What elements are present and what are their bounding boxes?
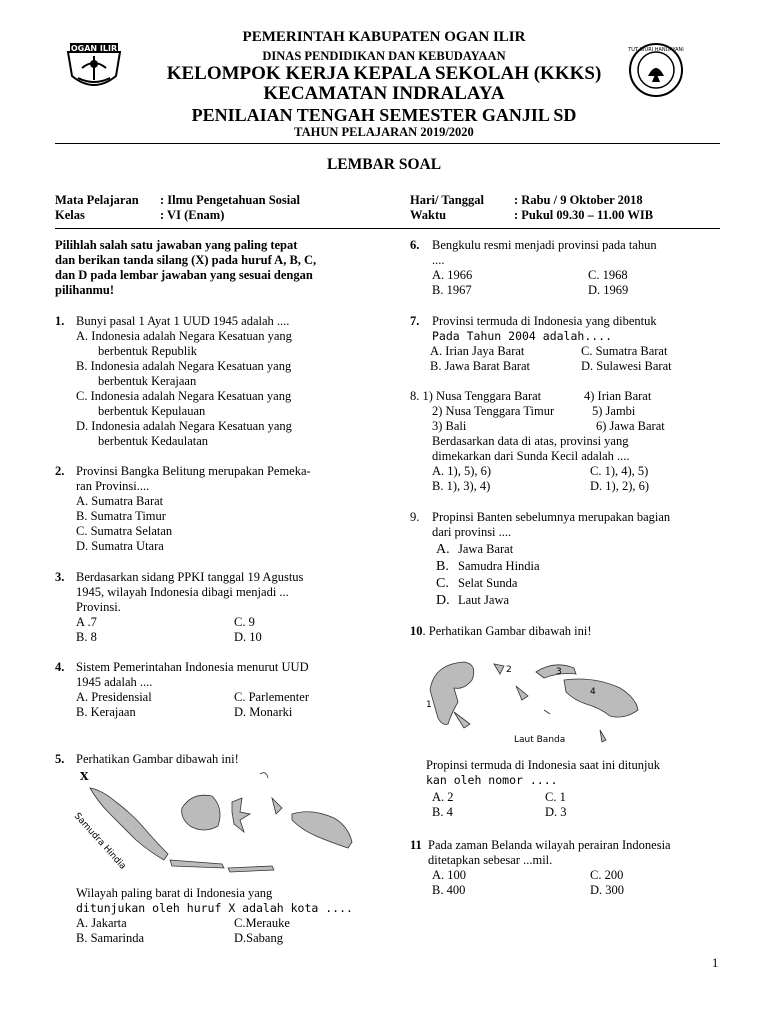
question-7: Provinsi termuda di Indonesia yang dibentuk Pada Tahun 2004 adalah.... [432,314,657,343]
q10-option-d: D. 3 [545,805,567,819]
q8-question: Berdasarkan data di atas, provinsi yang dimekarkan dari Sunda Kecil adalah .... [432,434,630,463]
q3-number: 3. [55,570,65,584]
q10-question: Propinsi termuda di Indonesia saat ini ditunjuk kan oleh nomor .... [426,758,660,787]
q8-item-2: 2) Nusa Tenggara Timur [432,404,555,418]
q10-option-c: C. 1 [545,790,566,804]
q4-option-a: A. Presidensial [76,690,152,704]
q5-text: Perhatikan Gambar dibawah ini! [76,752,239,766]
q3-option-d: D. 10 [234,630,262,644]
q7-option-a: A. Irian Jaya Barat [430,344,525,358]
q5-question: Wilayah paling barat di Indonesia yang ditunjukan oleh huruf X adalah kota .... [76,886,353,915]
svg-text:2: 2 [506,665,512,675]
q8-item-6: 6) Jawa Barat [596,419,665,433]
page-title: LEMBAR SOAL [326,156,442,173]
q8-option-a: A. 1), 5), 6) [432,464,492,478]
q6-option-a: A. 1966 [432,268,473,282]
q8-option-c: C. 1), 4), 5) [590,464,649,478]
q11-option-d: D. 300 [590,883,625,897]
q8-item-5: 5) Jambi [592,404,636,418]
svg-text:OGAN ILIR: OGAN ILIR [70,44,118,53]
q11-option-b: B. 400 [432,883,466,897]
question-6: Bengkulu resmi menjadi provinsi pada tahun .... [432,238,657,267]
q6-option-b: B. 1967 [432,283,472,297]
q8-option-d: D. 1), 2), 6) [590,479,650,493]
instructions: Pilihlah salah satu jawaban yang paling tepat dan berikan tanda silang (X) pada huruf A, B, C, dan D pada lembar jawaban yang sesuai dengan pilihanmu! [55,238,317,297]
q3-option-b: B. 8 [76,630,97,644]
mapel-value: : Ilmu Pengetahuan Sosial [160,193,300,207]
hari-label: Hari/ Tanggal [410,193,484,207]
header-divider [55,143,720,144]
q5-option-a: A. Jakarta [76,916,127,930]
svg-text:3: 3 [556,667,562,677]
q4-number: 4. [55,660,65,674]
svg-text:X: X [80,770,89,783]
kelas-label: Kelas [55,208,85,222]
waktu-label: Waktu [410,208,447,222]
q10-option-b: B. 4 [432,805,453,819]
q11-option-c: C. 200 [590,868,624,882]
header-line-3: KELOMPOK KERJA KEPALA SEKOLAH (KKKS) [166,63,602,84]
question-3: Berdasarkan sidang PPKI tanggal 19 Agustus 1945, wilayah Indonesia dibagi menjadi ... Provinsi. [76,570,304,614]
question-4: Sistem Pemerintahan Indonesia menurut UUD 1945 adalah .... [76,660,309,689]
q9-number: 9. [410,510,420,524]
indonesia-map-image [72,768,362,884]
q11-number: 11 [410,838,422,852]
hari-value: : Rabu / 9 Oktober 2018 [514,193,643,207]
q5-option-d: D.Sabang [234,931,283,945]
header-line-6: TAHUN PELAJARAN 2019/2020 [294,125,474,139]
q4-option-b: B. Kerajaan [76,705,136,719]
header-line-5: PENILAIAN TENGAH SEMESTER GANJIL SD [191,105,577,125]
svg-text:TUT WURI HANDAYANI: TUT WURI HANDAYANI [628,47,684,53]
header-line-4: KECAMATAN INDRALAYA [263,83,505,104]
q5-option-c: C.Merauke [234,916,290,930]
kelas-value: : VI (Enam) [160,208,225,222]
q7-option-c: C. Sumatra Barat [581,344,668,358]
q6-option-c: C. 1968 [588,268,628,282]
eastern-indonesia-map-image [424,650,640,758]
q6-option-d: D. 1969 [588,283,629,297]
svg-text:Laut Banda: Laut Banda [514,735,566,745]
q4-option-d: D. Monarki [234,705,293,719]
q11-option-a: A. 100 [432,868,467,882]
header-line-1: PEMERINTAH KABUPATEN OGAN ILIR [242,29,526,45]
svg-text:Samudra Hindia: Samudra Hindia [72,811,128,872]
q8-item-4: 4) Irian Barat [584,389,652,403]
q10-number: 10. Perhatikan Gambar dibawah ini! [410,624,592,638]
q7-number: 7. [410,314,420,328]
q1-number: 1. [55,314,65,328]
q7-option-b: B. Jawa Barat Barat [430,359,530,373]
mapel-label: Mata Pelajaran [55,193,139,207]
header-line-2: DINAS PENDIDIKAN DAN KEBUDAYAAN [262,49,506,63]
q8-item-3: 3) Bali [432,419,467,433]
q5-number: 5. [55,752,65,766]
q10-option-a: A. 2 [432,790,454,804]
svg-text:4: 4 [590,687,596,697]
question-1: Bunyi pasal 1 Ayat 1 UUD 1945 adalah .... A. Indonesia adalah Negara Kesatuan yang berbentuk Republik B. Indonesia adalah Negara Kesatuan yang berbentuk Kerajaan C. Indonesia adalah Negara Kesatuan yang berbentuk Kepulauan D. Indonesia adalah Negara Kesatuan yang berbentuk Kedaulatan [76,314,292,448]
q3-option-c: C. 9 [234,615,255,629]
q9-options: A. Jawa Barat B. Samudra Hindia C. Selat Sunda D. Laut Jawa [436,542,540,608]
question-2: Provinsi Bangka Belitung merupakan Pemeka- ran Provinsi.... A. Sumatra Barat B. Sumatra Timur C. Sumatra Selatan D. Sumatra Utara [76,464,311,553]
svg-text:1: 1 [426,700,432,710]
q4-option-c: C. Parlementer [234,690,309,704]
q8-item-1: 8. 1) Nusa Tenggara Barat [410,389,542,403]
page-number: 1 [712,956,719,970]
q7-option-d: D. Sulawesi Barat [581,359,672,373]
info-divider [55,228,720,229]
waktu-value: : Pukul 09.30 – 11.00 WIB [514,208,654,222]
q8-option-b: B. 1), 3), 4) [432,479,491,493]
q5-option-b: B. Samarinda [76,931,145,945]
question-11: Pada zaman Belanda wilayah perairan Indonesia ditetapkan sebesar ...mil. [428,838,671,867]
q2-number: 2. [55,464,65,478]
question-9: Propinsi Banten sebelumnya merupakan bagian dari provinsi .... [432,510,671,539]
q3-option-a: A .7 [76,615,97,629]
q6-number: 6. [410,238,420,252]
